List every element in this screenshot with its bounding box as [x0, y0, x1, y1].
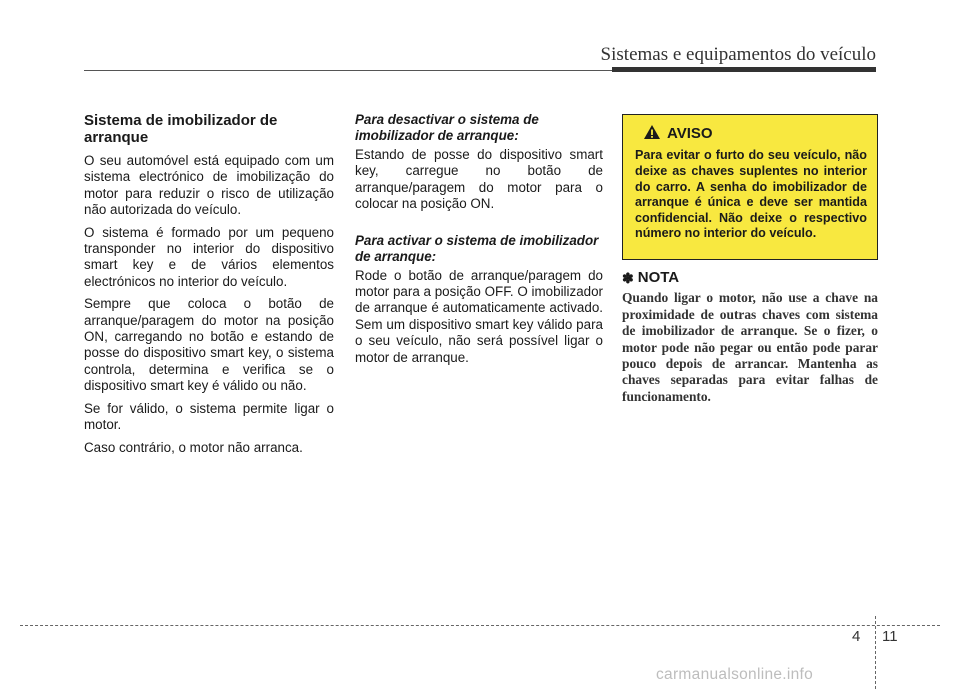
watermark: carmanualsonline.info	[656, 666, 814, 683]
warning-text: Para evitar o furto do seu veículo, não deixe as chaves suplentes no interior do carro. A senha do imobilizador de arranque é única e deve ser mantida confidencial. Não deixe o respectivo número no interior do veículo.	[635, 148, 867, 241]
note-header	[622, 270, 878, 286]
warning-title: AVISO	[667, 125, 713, 142]
paragraph: O seu automóvel está equipado com um sistema electrónico de imobilização do motor para reduzir o risco de utilização não autorizada do veículo.	[84, 153, 334, 218]
footer-divider	[875, 616, 876, 689]
activate-heading: Para activar o sistema de imobilizador de arranque:	[355, 232, 599, 264]
column-left	[84, 112, 334, 462]
paragraph: Se for válido, o sistema permite ligar o motor.	[84, 400, 334, 433]
asterisk-icon: ✽	[622, 270, 634, 286]
header-rule-accent	[612, 67, 876, 72]
page-number: 11	[882, 628, 898, 645]
note-title: NOTA	[637, 269, 680, 286]
paragraph: O sistema é formado por um pequeno transponder no interior do dispositivo smart key e de vários elementos electrónicos no interior do veículo.	[84, 224, 334, 289]
warning-box	[622, 114, 878, 260]
immobilizer-heading: Sistema de imobilizador de arranque	[84, 112, 278, 146]
paragraph: Sempre que coloca o botão de arranque/paragem do motor na posição ON, carregando no botão e estando de posse do dispositivo smart key, o sistema controla, determina e verifica se o dispositivo smart key é válido ou não.	[84, 296, 334, 394]
footer-rule	[20, 625, 940, 626]
chapter-number: 4	[852, 628, 861, 645]
deactivate-text: Estando de posse do dispositivo smart key, carregue no botão de arranque/paragem do motor para o colocar na posição ON.	[355, 147, 603, 212]
warning-triangle-icon	[643, 124, 661, 144]
spacer	[355, 219, 603, 233]
column-right	[622, 114, 878, 405]
note-text: Quando ligar o motor, não use a chave na proximidade de outras chaves com sistema de imobilizador de arranque. Se o fizer, o motor pode não pegar ou então pode parar pouco depois de arrancar. Mantenha as chaves separadas para evitar falhas de funcionamento.	[622, 290, 878, 404]
section-title: Sistemas e equipamentos do veículo	[600, 44, 876, 65]
activate-text: Rode o botão de arranque/paragem do motor para a posição OFF. O imobilizador de arranque é automaticamente activado. Sem um dispositivo smart key válido para o seu veículo, não será possível ligar o motor de arranque.	[355, 267, 603, 365]
deactivate-heading: Para desactivar o sistema de imobilizador de arranque:	[355, 112, 539, 143]
paragraph: Caso contrário, o motor não arranca.	[84, 439, 303, 455]
column-middle	[355, 112, 603, 372]
warning-header	[643, 124, 867, 144]
